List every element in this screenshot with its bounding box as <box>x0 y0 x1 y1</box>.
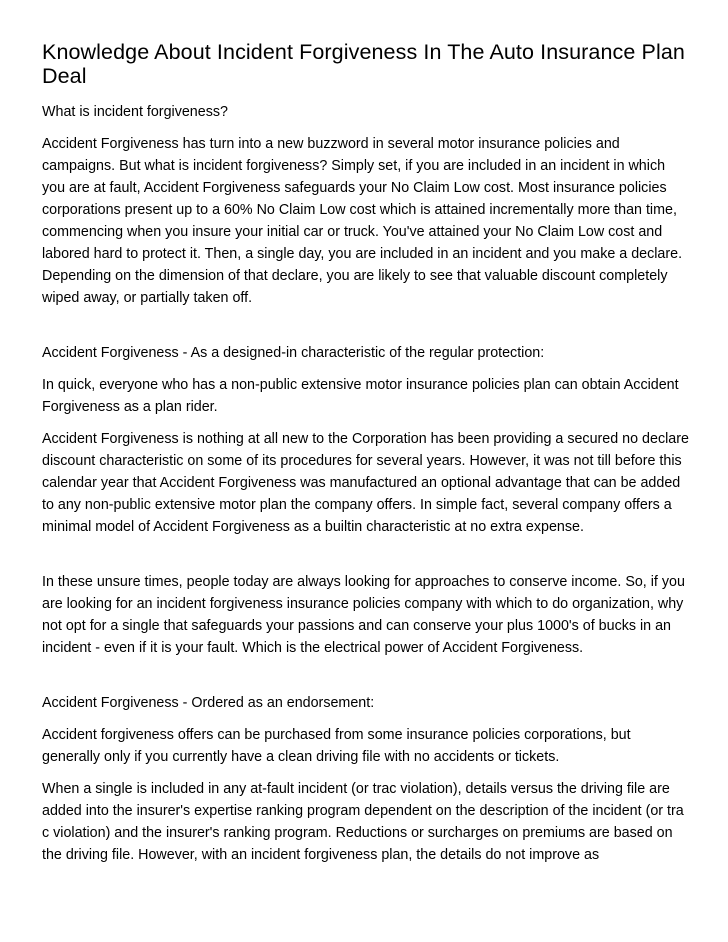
paragraph-driving-file: When a single is included in any at-fault incident (or trac violation), details versus the driving file are added into the insurer's expertise ranking program dependent on the description of the incident (or tra c violation) and the insurer's ranking program. Reductions or surcharges on premiums are based on the driving file. However, with an incident forgiveness plan, the details do not improve as <box>42 781 684 863</box>
paragraph-intro: Accident Forgiveness has turn into a new buzzword in several motor insurance policies and campaigns. But what is incident forgiveness? Simply set, if you are included in an incident in which you are at fault, Accident Forgiveness safeguards your No Claim Low cost. Most insurance policies corporations present up to a 60% No Claim Low cost which is attained incrementally more than time, commencing when you insure your initial car or truck. You've attained your No Claim Low cost and labored hard to protect it. Then, a single day, you are included in an incident and you make a declare. Depending on the dimension of that declare, you are likely to see that valuable discount completely wiped away, or partially taken off. <box>42 136 683 306</box>
paragraph-history: Accident Forgiveness is nothing at all new to the Corporation has been providing a secured no declare discount characteristic on some of its procedures for several years. However, it was not till before this calendar year that Accident Forgiveness was manufactured an optional advantage that can be added to any non-public extensive motor plan the company offers. In simple fact, several company offers a minimal model of Accident Forgiveness as a builtin characteristic at no extra expense. <box>42 431 689 535</box>
paragraph-purchase: Accident forgiveness offers can be purchased from some insurance policies corporations, but generally only if you currently have a clean driving file with no accidents or tickets. <box>42 727 631 765</box>
section-heading-built-in: Accident Forgiveness - As a designed-in characteristic of the regular protection: <box>42 345 545 361</box>
paragraph-question: What is incident forgiveness? <box>42 104 228 120</box>
paragraph-unsure-times: In these unsure times, people today are always looking for approaches to conserve income. So, if you are looking for an incident forgiveness insurance policies company with which to do organization, why not opt for a single that safeguards your passions and can conserve your plus 1000's of bucks in an incident - even if it is your fault. Which is the electrical power of Accident Forgiveness. <box>42 574 685 656</box>
paragraph-rider: In quick, everyone who has a non-public extensive motor insurance policies plan can obtain Accident Forgiveness as a plan rider. <box>42 377 679 415</box>
section-heading-endorsement: Accident Forgiveness - Ordered as an endorsement: <box>42 695 375 711</box>
document-title: Knowledge About Incident Forgiveness In The Auto Insurance Plan Deal <box>42 40 685 88</box>
document-page <box>42 40 692 866</box>
